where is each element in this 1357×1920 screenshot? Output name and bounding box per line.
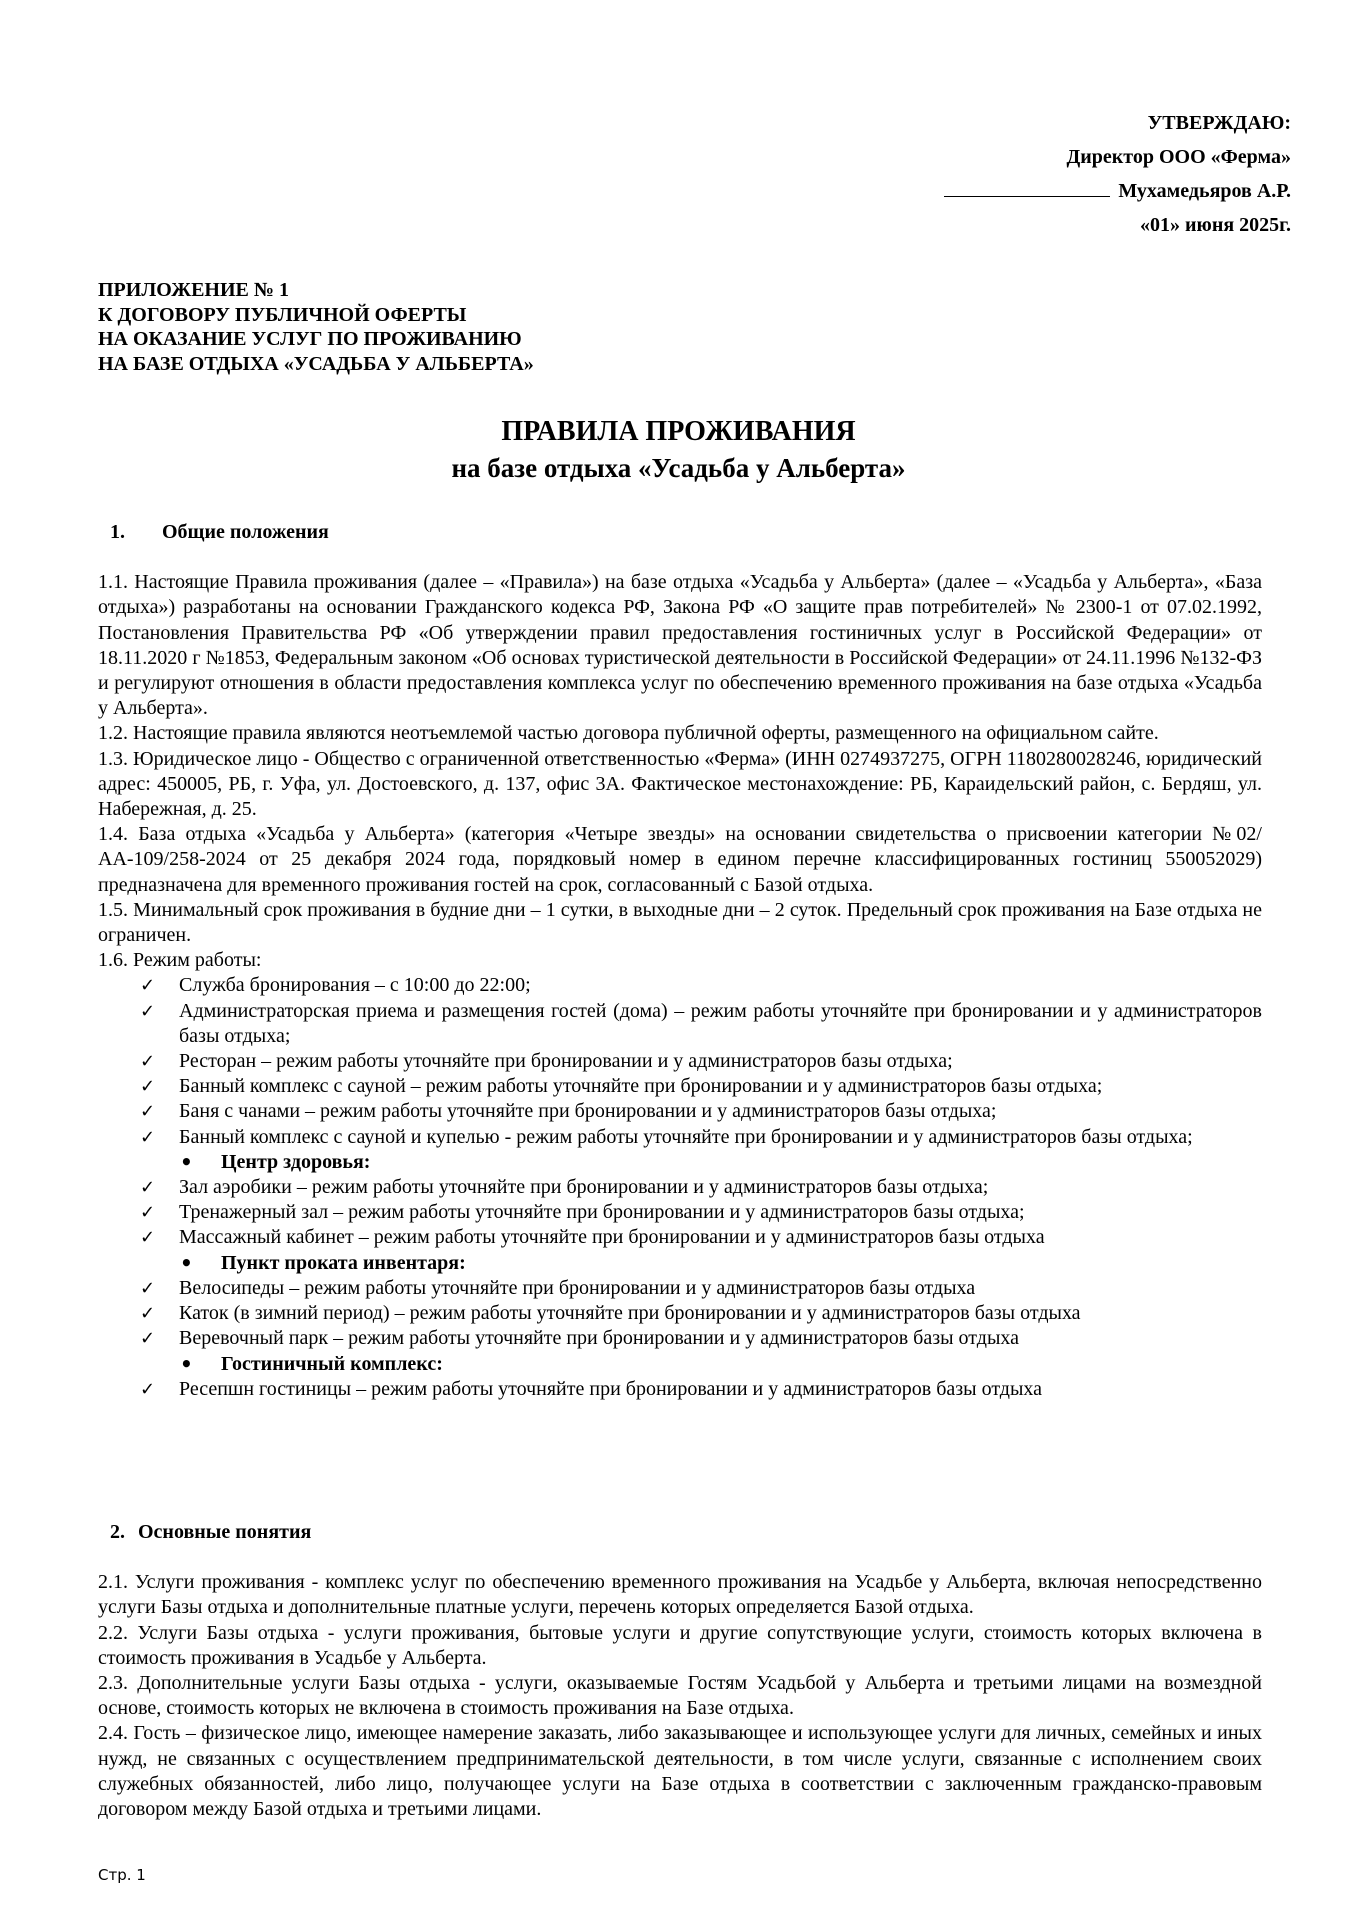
- list-item: ✓ Банный комплекс с сауной – режим работы уточняйте при бронировании и у администраторов базы отдыха;: [98, 1074, 1262, 1099]
- health-list: [98, 1175, 1262, 1251]
- list-item: ✓ Тренажерный зал – режим работы уточняйте при бронировании и у администраторов базы отдыха;: [98, 1200, 1262, 1225]
- list-item: ✓ Администраторская приема и размещения гостей (дома) – режим работы уточняйте при бронировании и у администраторов базы отдыха;: [140, 999, 1262, 1047]
- approval-heading: УТВЕРЖДАЮ:: [1147, 112, 1291, 134]
- appendix-heading: [98, 278, 534, 376]
- paragraph-1-4: 1.4. База отдыха «Усадьба у Альберта» (категория «Четыре звезды» на основании свидетельства о присвоении категории №02/АА-109/258-2024 от 25 декабря 2024 года, порядковый номер в едином перечне классифицированных гостиниц 550052029) предназначена для временного проживания гостей на срок, согласованный с Базой отдыха.: [98, 823, 1262, 896]
- check-mark-icon: ✓: [140, 1328, 156, 1350]
- paragraph-1-3: 1.3. Юридическое лицо - Общество с ограниченной ответственностью «Ферма» (ИНН 0274937275, ОГРН 1180280028246, юридический адрес: 450005, РБ, г. Уфа, ул. Достоевского, д. 137, офис 3А. Фактическое местонахождение: РБ, Караидельский район, с. Бердяш, ул. Набережная, д. 25.: [98, 747, 1262, 821]
- check-mark-icon: ✓: [140, 1202, 156, 1224]
- section-heading: [98, 1520, 1262, 1545]
- check-mark-icon: ✓: [140, 1051, 156, 1073]
- bullet-icon: •: [180, 1149, 193, 1174]
- check-mark-icon: ✓: [140, 1378, 156, 1400]
- rental-list: [98, 1276, 1262, 1352]
- list-item: ✓ Служба бронирования – с 10:00 до 22:00;: [98, 973, 1262, 998]
- approval-date: «01» июня 2025г.: [1140, 214, 1291, 236]
- page-number: Стр. 1: [98, 1866, 146, 1884]
- paragraph-2-1: 2.1. Услуги проживания - комплекс услуг по обеспечению временного проживания на Усадьбе у Альберта, включая непосредственно услуги Базы отдыха и дополнительные платные услуги, перечень которых определяется Базой отдыха.: [98, 1571, 1262, 1619]
- list-item: ✓ Массажный кабинет – режим работы уточняйте при бронировании и у администраторов базы отдыха: [98, 1225, 1262, 1250]
- appendix-line: НА ОКАЗАНИЕ УСЛУГ ПО ПРОЖИВАНИЮ: [98, 328, 522, 350]
- list-item: ✓ Велосипеды – режим работы уточняйте при бронировании и у администраторов базы отдыха: [98, 1276, 1262, 1301]
- group-heading-rental: • Пункт проката инвентаря:: [180, 1250, 466, 1275]
- approval-block: [944, 106, 1291, 242]
- check-mark-icon: ✓: [140, 1076, 156, 1098]
- title-main: ПРАВИЛА ПРОЖИВАНИЯ: [501, 416, 856, 447]
- section-definitions: [98, 1520, 1262, 1822]
- appendix-line: К ДОГОВОРУ ПУБЛИЧНОЙ ОФЕРТЫ: [98, 303, 467, 326]
- list-item: ✓ Ресепшн гостиницы – режим работы уточняйте при бронировании и у администраторов базы отдыха: [98, 1377, 1262, 1402]
- hotel-list: [98, 1377, 1262, 1402]
- signature-blank: [944, 176, 1110, 197]
- check-mark-icon: ✓: [140, 1000, 156, 1022]
- list-item: ✓ Веревочный парк – режим работы уточняйте при бронировании и у администраторов базы отдыха: [98, 1326, 1262, 1351]
- list-item: ✓ Ресторан – режим работы уточняйте при бронировании и у администраторов базы отдыха;: [98, 1049, 1262, 1074]
- check-mark-icon: ✓: [140, 1227, 156, 1249]
- check-mark-icon: ✓: [140, 1177, 156, 1199]
- appendix-line: НА БАЗЕ ОТДЫХА «УСАДЬБА У АЛЬБЕРТА»: [98, 352, 534, 375]
- section-heading: [98, 520, 1262, 545]
- title-subtitle: на базе отдыха «Усадьба у Альберта»: [451, 453, 906, 483]
- approval-position: Директор ООО «Ферма»: [1066, 146, 1291, 168]
- bullet-icon: •: [180, 1351, 193, 1376]
- schedule-list: [98, 973, 1262, 1149]
- paragraph-1-2: 1.2. Настоящие правила являются неотъемлемой частью договора публичной оферты, размещенного на официальном сайте.: [98, 722, 1159, 745]
- list-item: ✓ Банный комплекс с сауной и купелью - режим работы уточняйте при бронировании и у администраторов базы отдыха;: [98, 1125, 1262, 1150]
- bullet-icon: •: [180, 1250, 193, 1275]
- check-mark-icon: ✓: [140, 975, 156, 997]
- list-item: ✓ Каток (в зимний период) – режим работы уточняйте при бронировании и у администраторов базы отдыха: [98, 1301, 1262, 1326]
- paragraph-1-1: 1.1. Настоящие Правила проживания (далее – «Правила») на базе отдыха «Усадьба у Альберта» (далее – «Усадьба у Альберта», «База отдыха») разработаны на основании Гражданского кодекса РФ, Закона РФ «О защите прав потребителей» № 2300-1 от 07.02.1992, Постановления Правительства РФ «Об утверждении правил предоставления гостиничных услуг в Российской Федерации» от 18.11.2020 г №1853, Федеральным законом «Об основах туристической деятельности в Российской Федерации» от 24.11.1996 №132-ФЗ и регулируют отношения в области предоставления комплекса услуг по обеспечению временного проживания на базе отдыха «Усадьба у Альберта».: [98, 571, 1262, 720]
- paragraph-2-3: 2.3. Дополнительные услуги Базы отдыха - услуги, оказываемые Гостям Усадьбой у Альберта и третьими лицами на возмездной основе, стоимость которых не включена в стоимость проживания на Базе отдыха.: [98, 1672, 1262, 1720]
- section-title: Основные понятия: [138, 1521, 312, 1543]
- list-item: ✓ Баня с чанами – режим работы уточняйте при бронировании и у администраторов базы отдыха;: [98, 1099, 1262, 1124]
- section-number: 1.: [110, 521, 125, 543]
- section-general: [98, 520, 1262, 1402]
- group-heading-health: • Центр здоровья:: [180, 1149, 371, 1174]
- approval-signatory: Мухамедьяров А.Р.: [1118, 180, 1291, 202]
- document-title: [0, 414, 1357, 486]
- check-mark-icon: ✓: [140, 1126, 156, 1148]
- appendix-line: ПРИЛОЖЕНИЕ № 1: [98, 279, 289, 301]
- approval-signature-line: [944, 174, 1291, 208]
- paragraph-2-2: 2.2. Услуги Базы отдыха - услуги проживания, бытовые услуги и другие сопутствующие услуги, стоимость которых включена в стоимость проживания в Усадьбе у Альберта.: [98, 1621, 1262, 1669]
- section-number: 2.: [110, 1521, 125, 1543]
- paragraph-1-6: 1.6. Режим работы:: [98, 949, 262, 972]
- group-heading-hotel: • Гостиничный комплекс:: [180, 1351, 443, 1376]
- check-mark-icon: ✓: [140, 1303, 156, 1325]
- check-mark-icon: ✓: [140, 1277, 156, 1299]
- paragraph-1-5: 1.5. Минимальный срок проживания в будние дни – 1 сутки, в выходные дни – 2 суток. Предельный срок проживания на Базе отдыха не ограничен.: [98, 898, 1262, 947]
- paragraph-2-4: 2.4. Гость – физическое лицо, имеющее намерение заказать, либо заказывающее и использующее услуги для личных, семейных и иных нужд, не связанных с осуществлением предпринимательской деятельности, в том числе услуги, связанные с исполнением своих служебных обязанностей, либо лицо, получающее услуги на Базе отдыха в соответствии с заключенным гражданско-правовым договором между Базой отдыха и третьими лицами.: [98, 1722, 1262, 1821]
- list-item: ✓ Зал аэробики – режим работы уточняйте при бронировании и у администраторов базы отдыха;: [98, 1175, 1262, 1200]
- check-mark-icon: ✓: [140, 1101, 156, 1123]
- section-title: Общие положения: [162, 521, 329, 543]
